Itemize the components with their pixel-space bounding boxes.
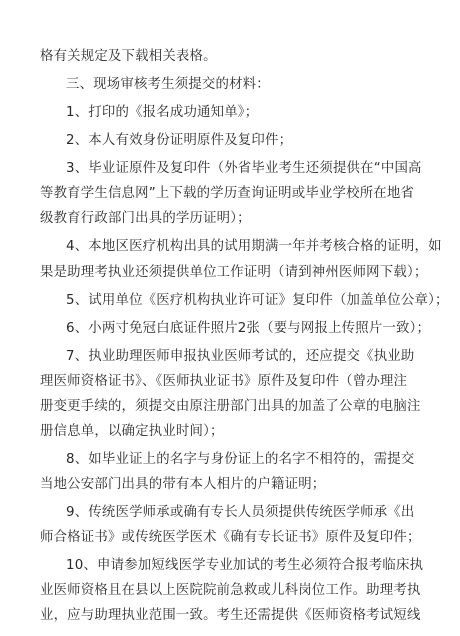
item-8-line-1: 8、如毕业证上的名字与身份证上的名字不相符的，需提交	[66, 452, 415, 467]
item-8-line-2: 当地公安部门出具的带有本人相片的户籍证明；	[40, 477, 326, 492]
item-4-line-2: 果是助理考执业还须提供单位工作证明（请到神州医师网下载）；	[40, 265, 428, 280]
item-10-line-1: 10、申请参加短线医学专业加试的考生必须符合报考临床执	[66, 558, 424, 573]
item-4-line-1: 4、本地区医疗机构出具的试用期满一年并考核合格的证明，如	[66, 239, 442, 254]
item-10-line-2: 业医师资格且在县以上医院院前急救或儿科岗位工作。助理考执	[40, 583, 421, 598]
item-5: 5、试用单位《医疗机构执业许可证》复印件（加盖单位公章）；	[66, 293, 449, 308]
item-3-line-1: 3、毕业证原件及复印件（外省毕业考生还须提供在“中国高	[66, 161, 422, 176]
item-1: 1、打印的《报名成功通知单》；	[66, 105, 259, 120]
item-9-line-2: 师合格证书》或传统医学医术《确有专长证书》原件及复印件；	[40, 530, 421, 545]
item-9-line-1: 9、传统医学师承或确有专长人员须提供传统医学师承《出	[66, 505, 415, 520]
item-3-line-3: 级教育行政部门出具的学历证明）；	[40, 211, 251, 226]
item-7-line-2: 理医师资格证书》、《医师执业证书》原件及复印件（曾办理注	[40, 374, 408, 389]
item-7-line-4: 册信息单，以确定执业时间）；	[40, 424, 224, 439]
item-7-line-1: 7、执业助理医师申报执业医师考试的，还应提交《执业助	[66, 349, 415, 364]
item-3-line-2: 等教育学生信息网”上下载的学历查询证明或毕业学校所在地省	[40, 186, 415, 201]
bleed-through-text	[307, 44, 442, 66]
section-heading: 三、现场审核考生须提交的材料：	[66, 77, 270, 92]
doc-line-1: 格有关规定及下载相关表格。	[40, 49, 217, 64]
item-7-line-3: 册变更手续的，须提交由原注册部门出具的加盖了公章的电脑注	[40, 399, 421, 414]
item-2: 2、本人有效身份证明原件及复印件；	[66, 133, 293, 148]
item-6: 6、小两寸免冠白底证件照片2张（要与网报上传照片一致）；	[66, 321, 431, 336]
item-10-line-3: 业，应与助理执业范围一致。考生还需提供《医师资格考试短线	[40, 608, 421, 623]
